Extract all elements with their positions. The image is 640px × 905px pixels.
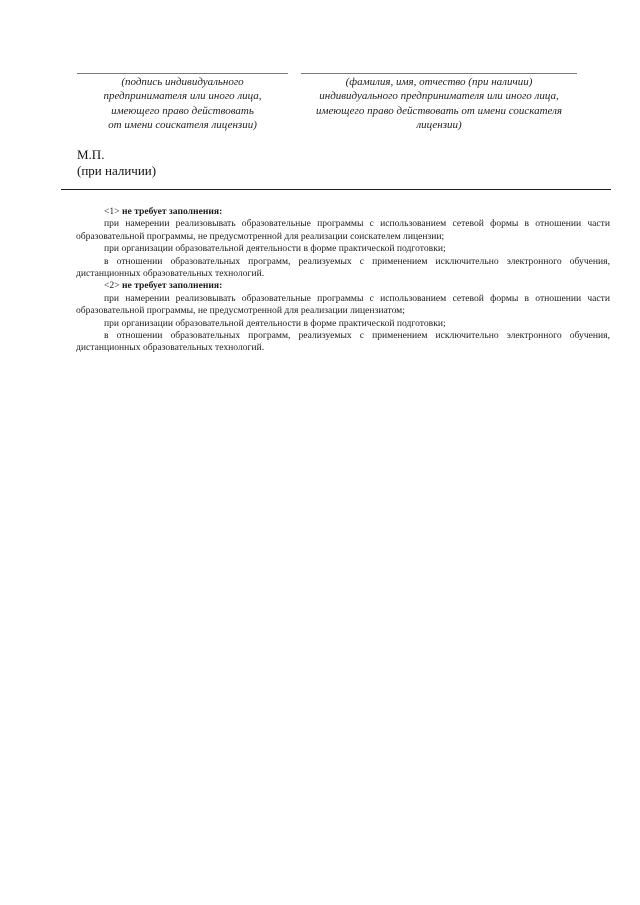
stamp-qualifier: (при наличии) (77, 163, 157, 178)
footnote-item: при намерении реализовывать образовательные программы с использованием сетевой формы в отношении части образовательной программы, не предусмотренной для реализации соискателем лицензии; (76, 218, 610, 242)
signature-caption-line: (подпись индивидуального (121, 76, 244, 88)
footnote-separator (61, 189, 611, 190)
name-line (301, 73, 577, 74)
footnote-marker: <1> (104, 206, 120, 217)
name-caption-line: индивидуального предпринимателя или иного лица, (319, 90, 559, 103)
footnote-heading (76, 206, 610, 218)
name-caption (301, 75, 577, 132)
stamp-label: М.П. (77, 147, 105, 162)
footnote-item: при организации образовательной деятельности в форме практической подготовки; (104, 243, 446, 255)
name-caption-line: имеющего право действовать от имени соискателя (315, 104, 563, 117)
footnote-item: при намерении реализовывать образовательные программы с использованием сетевой формы в отношении части образовательной программы, не предусмотренной для реализации лицензиатом; (76, 292, 610, 317)
signature-caption (77, 75, 288, 132)
name-caption-line: (фамилия, имя, отчество (при наличии) (345, 76, 533, 88)
signature-caption-line: предпринимателя или иного лица, (103, 90, 262, 103)
name-caption-line: лицензии) (416, 118, 462, 131)
signature-caption-line: от имени соискателя лицензии) (108, 118, 257, 131)
signature-caption-line: имеющего право действовать (111, 104, 254, 117)
footnote-heading (76, 280, 610, 292)
footnote-item: в отношении образовательных программ, реализуемых с применением исключительно электронного обучения, дистанционных образовательных технологий. (76, 255, 610, 280)
stamp-placeholder (77, 147, 156, 179)
footnote-item: при организации образовательной деятельности в форме практической подготовки; (104, 317, 446, 329)
signature-line (77, 73, 288, 74)
footnote-heading-text: не требует заполнения: (119, 206, 223, 217)
footnote-item: в отношении образовательных программ, реализуемых с применением исключительно электронного обучения, дистанционных образовательных технологий. (76, 330, 610, 354)
footnote-heading-text: не требует заполнения: (119, 280, 223, 292)
footnotes (76, 206, 610, 355)
footnote-marker: <2> (104, 280, 120, 292)
